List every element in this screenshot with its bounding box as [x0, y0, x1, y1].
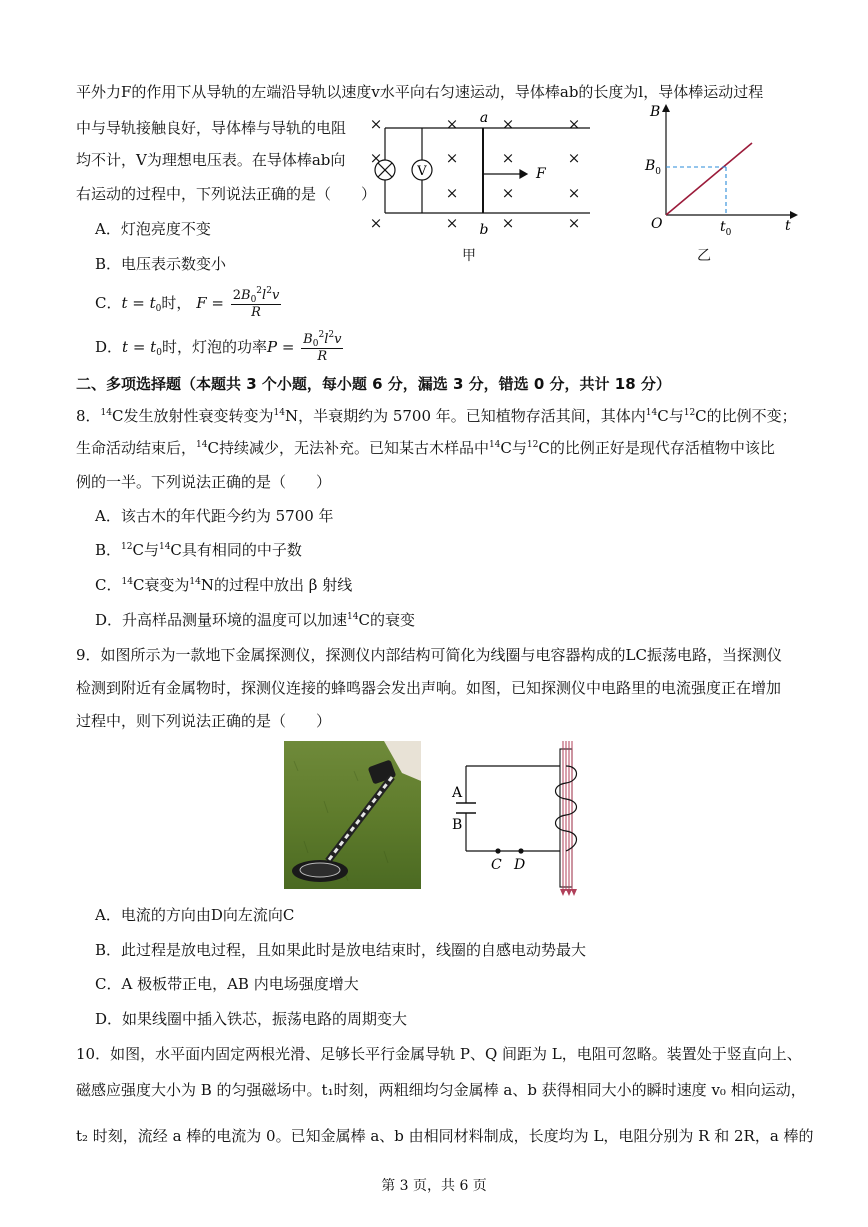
- q7-figure-jia-caption: 甲: [462, 248, 476, 264]
- axis-b-label: B: [650, 104, 661, 120]
- svg-text:×: ×: [567, 115, 581, 133]
- q8-option-c: C．$^{14}$C衰变为$^{14}$N的过程中放出 β 射线: [95, 576, 353, 594]
- axis-t-label: t: [785, 218, 791, 234]
- point-c-label: C: [491, 857, 502, 873]
- svg-text:×: ×: [445, 115, 459, 133]
- svg-text:×: ×: [369, 115, 383, 133]
- svg-text:×: ×: [445, 184, 459, 202]
- q10-line2: 磁感应强度大小为 B 的匀强磁场中。t₁时刻，两粗细均匀金属棒 a、b 获得相同大小的瞬时速度 v₀ 相向运动，: [76, 1081, 806, 1099]
- svg-text:×: ×: [501, 184, 515, 202]
- q7-figure-yi: [640, 100, 810, 240]
- plate-b-label: B: [452, 817, 463, 833]
- svg-text:×: ×: [445, 149, 459, 167]
- point-d-label: D: [514, 857, 526, 873]
- q9-line3: 过程中，则下列说法正确的是（ ）: [76, 712, 332, 730]
- t0-label: $t_0$: [720, 219, 732, 238]
- q8-option-b: B．$^{12}$C与$^{14}$C具有相同的中子数: [95, 541, 302, 559]
- q7-option-c-label: C．: [95, 294, 122, 312]
- q7-line1: 平外力F的作用下从导轨的左端沿导轨以速度v水平向右匀速运动，导体棒ab的长度为l，导体棒运动过程: [76, 83, 764, 101]
- metal-detector-photo: [284, 741, 421, 889]
- q8-line1: 8．$^{14}$C发生放射性衰变转变为$^{14}$N，半衰期约为 5700 年。已知植物存活其间，其体内$^{14}$C与$^{12}$C的比例不变；: [76, 407, 797, 425]
- origin-label: O: [651, 216, 663, 232]
- q10-line1: 10．如图，水平面内固定两根光滑、足够长平行金属导轨 P、Q 间距为 L，电阻可忽略。装置处于竖直向上、: [76, 1045, 802, 1063]
- svg-text:×: ×: [445, 214, 459, 232]
- q9-lc-circuit: [446, 741, 596, 896]
- q8-option-d: D．升高样品测量环境的温度可以加速$^{14}$C的衰变: [95, 611, 415, 629]
- q7-option-c: C．$t = t_0$时， F = $\frac{2B_0^2l^2v}{R}$: [95, 285, 280, 320]
- svg-text:×: ×: [369, 149, 383, 167]
- q7-option-d-label: D．: [95, 338, 123, 356]
- q7-line3: 均不计，V为理想电压表。在导体棒ab向: [76, 151, 346, 169]
- svg-text:×: ×: [567, 214, 581, 232]
- q7-option-b: B．电压表示数变小: [95, 255, 227, 273]
- svg-text:×: ×: [501, 149, 515, 167]
- q9-line2: 检测到附近有金属物时，探测仪连接的蜂鸣器会发出声响。如图，已知探测仪中电路里的电流强度正在增加: [76, 679, 782, 697]
- b0-label: $B_0$: [645, 158, 662, 177]
- q7-line2: 中与导轨接触良好，导体棒与导轨的电阻: [76, 119, 347, 137]
- q7-option-c-cond: 时，: [161, 294, 192, 312]
- svg-text:×: ×: [501, 214, 515, 232]
- q8-option-a: A．该古木的年代距今约为 5700 年: [95, 507, 334, 525]
- section2-title: 二、多项选择题（本题共 3 个小题，每小题 6 分，漏选 3 分，错选 0 分，共计 18 分）: [76, 375, 671, 393]
- q9-option-c: C．A 极板带正电，AB 内电场强度增大: [95, 975, 359, 993]
- q9-option-a: A．电流的方向由D向左流向C: [95, 906, 295, 924]
- svg-text:×: ×: [369, 214, 383, 232]
- magnetic-field-crosses: [370, 115, 581, 232]
- q9-option-d: D．如果线圈中插入铁芯，振荡电路的周期变大: [95, 1010, 408, 1028]
- svg-text:×: ×: [567, 184, 581, 202]
- label-b: b: [479, 222, 489, 238]
- q7-line4: 右运动的过程中，下列说法正确的是（ ）: [76, 185, 377, 203]
- label-force: F: [536, 166, 546, 182]
- label-a: a: [479, 110, 489, 126]
- plate-a-label: A: [452, 785, 463, 801]
- svg-text:×: ×: [567, 149, 581, 167]
- voltmeter-label: V: [417, 164, 427, 179]
- q7-option-d: D．$t = t_0$时，灯泡的功率P = $\frac{B_0^2l^2v}{R}$: [95, 329, 342, 364]
- svg-text:×: ×: [501, 115, 515, 133]
- q7-option-d-cond: 时，灯泡的功率: [161, 338, 267, 356]
- q10-line3: t₂ 时刻，流经 a 棒的电流为 0。已知金属棒 a、b 由相同材料制成，长度均为 L，电阻分别为 R 和 2R，a 棒的: [76, 1127, 814, 1145]
- q8-line2: 生命活动结束后，$^{14}$C持续减少，无法补充。已知某古木样品中$^{14}$C与$^{12}$C的比例正好是现代存活植物中该比: [76, 439, 775, 457]
- page-footer: 第 3 页，共 6 页: [381, 1178, 487, 1194]
- b-vs-t-line: [666, 143, 752, 215]
- q7-figure-jia: [360, 108, 600, 248]
- q7-figure-yi-caption: 乙: [697, 248, 711, 264]
- voltmeter-icon: [412, 160, 432, 180]
- q7-option-a: A．灯泡亮度不变: [95, 220, 211, 238]
- q8-line3: 例的一半。下列说法正确的是（ ）: [76, 473, 332, 491]
- q9-option-b: B．此过程是放电过程，且如果此时是放电结束时，线圈的自感电动势最大: [95, 941, 587, 959]
- q9-line1: 9．如图所示为一款地下金属探测仪，探测仪内部结构可简化为线圈与电容器构成的LC振荡电路，当探测仪: [76, 646, 782, 664]
